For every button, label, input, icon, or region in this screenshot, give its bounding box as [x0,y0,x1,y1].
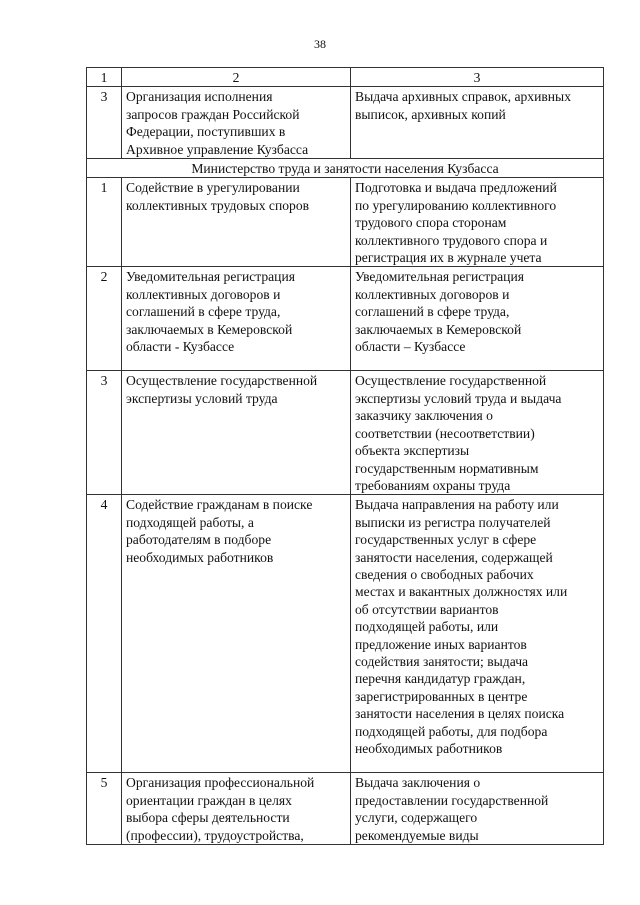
table-row [87,178,604,267]
header-col-2: 2 [122,68,351,87]
service-result: Выдача заключения о предоставлении государственной услуги, содержащего рекомендуемые виды [351,773,604,845]
service-name: Организация профессиональной ориентации граждан в целях выбора сферы деятельности (профессии), трудоустройства, [122,773,351,845]
services-table [86,67,604,845]
service-result: Уведомительная регистрация коллективных договоров и соглашений в сфере труда, заключаемых в Кемеровской области – Кузбассе [351,267,604,371]
section-title: Министерство труда и занятости населения Кузбасса [87,159,604,178]
section-row [87,159,604,178]
row-number: 5 [87,773,122,845]
header-col-1: 1 [87,68,122,87]
service-name: Уведомительная регистрация коллективных договоров и соглашений в сфере труда, заключаемых в Кемеровской области - Кузбассе [122,267,351,371]
table-row [87,773,604,845]
row-number: 1 [87,178,122,267]
page-number: 38 [314,37,326,51]
row-number: 3 [87,87,122,159]
table-row [87,495,604,773]
table-row [87,267,604,371]
service-name: Осуществление государственной экспертизы условий труда [122,371,351,495]
row-number: 3 [87,371,122,495]
service-result: Выдача направления на работу или выписки из регистра получателей государственных услуг в сфере занятости населения, содержащей сведения о свободных рабочих местах и вакантных должностях или об отсутствии вариантов подходящей работы, или предложение иных вариантов содействия занятости; выдача перечня кандидатур граждан, зарегистрированных в центре занятости населения в целях поиска подходящей работы, для подбора необходимых работников [351,495,604,773]
service-name: Содействие гражданам в поиске подходящей работы, а работодателям в подборе необходимых работников [122,495,351,773]
service-name: Организация исполнения запросов граждан Российской Федерации, поступивших в Архивное управление Кузбасса [122,87,351,159]
table-header-row [87,68,604,87]
row-number: 2 [87,267,122,371]
service-result: Выдача архивных справок, архивных выписок, архивных копий [351,87,604,159]
row-number: 4 [87,495,122,773]
service-name: Содействие в урегулировании коллективных трудовых споров [122,178,351,267]
table-row [87,87,604,159]
header-col-3: 3 [351,68,604,87]
table-row [87,371,604,495]
service-result: Подготовка и выдача предложений по урегулированию коллективного трудового спора сторонам коллективного трудового спора и регистрация их в журнале учета [351,178,604,267]
service-result: Осуществление государственной экспертизы условий труда и выдача заказчику заключения о соответствии (несоответствии) объекта экспертизы государственным нормативным требованиям охраны труда [351,371,604,495]
